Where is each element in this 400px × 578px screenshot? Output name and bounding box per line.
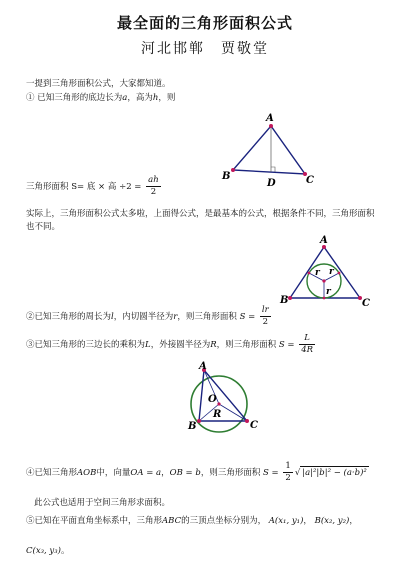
formula-5-line-2 [26, 545, 69, 558]
radical-sign: √ [294, 468, 301, 478]
formula-3-num: L [299, 333, 315, 345]
formula-2-var-r: r [173, 312, 178, 322]
formula-3-marker: ③ [26, 340, 35, 350]
formula-1-lhs: 三角形面积 S= 底 × 高 ÷2 = [26, 182, 142, 192]
note-paragraph: 实际上，三角形面积公式太多啦，上面得公式，是最基本的公式，根据条件不同，三角形面积也不同。 [26, 209, 375, 232]
formula-1-var-h: h [152, 93, 159, 103]
label-B-3: B [188, 421, 197, 432]
formula-4-var-aob: AOB [77, 468, 97, 478]
label-C-3: C [250, 420, 258, 431]
formula-5-sep-2: ， [349, 516, 358, 526]
formula-4-radicand: |a|²|b|² − (a·b)² [302, 468, 367, 478]
formula-4-vec2: OB = b [169, 468, 201, 478]
formula-2-text-b: ，内切圆半径为 [113, 312, 174, 322]
author-line: 河北邯郸 贾敬堂 [141, 41, 269, 57]
formula-2-marker: ② [26, 312, 35, 322]
intro-text: 一提到三角形面积公式，大家都知道。 [26, 79, 171, 89]
formula-2-den: 2 [262, 317, 269, 327]
formula-3-text-a: 已知三角形的三边长的乘积为 [34, 340, 146, 350]
formula-2-text-c: ，则三角形面积 [177, 312, 237, 322]
label-D-1: D [267, 178, 276, 189]
formula-1-text-c: ，则 [158, 93, 176, 103]
formula-1-num: ah [148, 175, 159, 185]
formula-4-line [26, 461, 369, 484]
formula-5-sep-1: ， [303, 516, 312, 526]
formula-5-text-a: 已知在平面直角坐标系中，三角形 [34, 516, 163, 526]
label-r-c: r [326, 287, 331, 297]
formula-4-text-c: ，则三角形面积 [200, 468, 261, 478]
label-C-2: C [362, 298, 370, 309]
formula-4-text-b: 中，向量 [96, 468, 131, 478]
label-C-1: C [306, 175, 314, 186]
label-O-3: O [208, 394, 217, 405]
formula-1-text-b: ，高为 [127, 93, 153, 103]
formula-4-marker: ④ [26, 468, 35, 478]
point-A-coords: A(x₁, y₁) [268, 516, 304, 526]
formula-3-text-b: ，外接圆半径为 [150, 340, 211, 350]
formula-4-vec1: OA = a [130, 468, 162, 478]
formula-3-lhs: S = [278, 340, 295, 350]
formula-4-lhs: S = [263, 468, 279, 478]
formula-3-var-L: L [145, 340, 151, 350]
formula-4-half-num: 1 [285, 461, 291, 471]
formula-2-num: lr [261, 305, 269, 315]
label-r-b: r [329, 267, 334, 277]
formula-3-den: 4R [301, 345, 313, 355]
formula-3-text-c: ，则三角形面积 [216, 340, 277, 350]
point-B-3 [197, 419, 201, 423]
formula-1-text-a: 已知三角形的底边长为 [37, 93, 123, 103]
point-B-coords: B(x₂, y₂) [314, 516, 350, 526]
label-A-2: A [320, 235, 328, 246]
point-C-coords: C(x₃, y₃) [26, 546, 61, 556]
formula-5-marker: ⑤ [26, 516, 35, 526]
formula-4-half [283, 461, 292, 484]
label-A-3: A [199, 361, 207, 372]
formula-5-text-b: 的三顶点坐标分别为， [181, 516, 267, 526]
formula-1-marker: ① [26, 93, 35, 103]
label-r-a: r [315, 268, 320, 278]
formula-4-sep: ， [161, 468, 170, 478]
formula-5-var-abc: ABC [162, 516, 182, 526]
formula-2-lhs: S = [239, 312, 256, 322]
point-C-3 [245, 419, 249, 423]
formula-1-den: 2 [150, 187, 157, 197]
page-title: 最全面的三角形面积公式 [117, 14, 294, 32]
formula-3-var-R: R [210, 340, 217, 350]
formula-5-end: 。 [60, 546, 70, 556]
formula-1-var-a: a [122, 93, 128, 103]
formula-2-var-l: l [111, 312, 114, 322]
formula-2-text-a: 已知三角形的周长为 [34, 312, 112, 322]
circumradius-C [219, 404, 247, 421]
label-B-1: B [222, 171, 231, 182]
note-2: 此公式也适用于空间三角形求面积。 [34, 498, 171, 508]
formula-5-line [26, 515, 358, 528]
center-O [217, 402, 220, 405]
label-R-3: R [213, 409, 222, 420]
formula-4-half-den: 2 [285, 473, 291, 483]
label-B-2: B [280, 295, 289, 306]
label-A-1: A [266, 113, 274, 124]
formula-4-text-a: 已知三角形 [34, 468, 78, 478]
triangle-3 [199, 370, 247, 421]
